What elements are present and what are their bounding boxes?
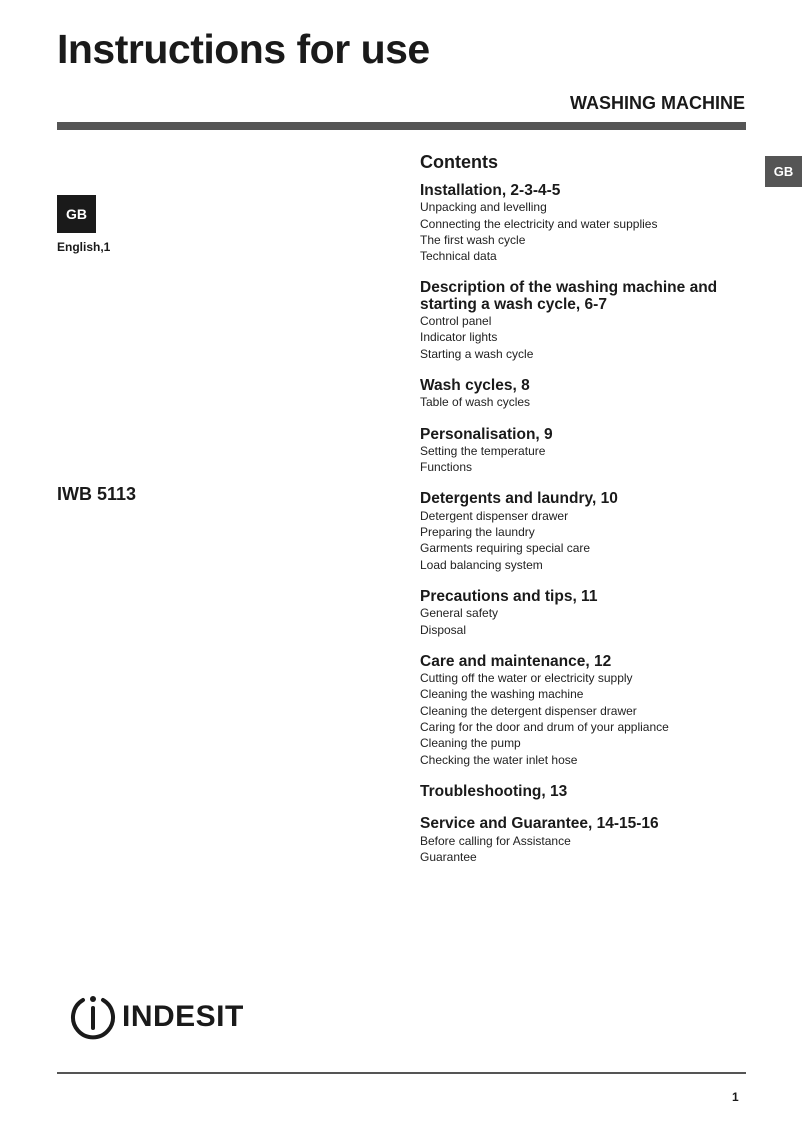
section-heading: Wash cycles, 8 <box>420 376 530 394</box>
contents-section <box>420 491 760 572</box>
section-heading: Personalisation, 9 <box>420 425 553 443</box>
indesit-logo <box>70 992 244 1042</box>
section-item: Disposal <box>420 622 467 637</box>
section-item: Indicator lights <box>420 330 498 345</box>
section-item: Table of wash cycles <box>420 395 531 410</box>
contents-section <box>420 427 760 476</box>
model-number: IWB 5113 <box>57 484 137 504</box>
section-item: Load balancing system <box>420 557 543 572</box>
section-item: Cleaning the pump <box>420 736 521 751</box>
language-side-tab: GB <box>765 156 802 187</box>
section-item: Caring for the door and drum of your appliance <box>420 720 669 735</box>
section-item: Technical data <box>420 249 497 264</box>
contents-section <box>420 183 760 264</box>
footer-divider <box>57 1072 746 1074</box>
language-label: English,1 <box>57 240 111 254</box>
section-item: Starting a wash cycle <box>420 346 534 361</box>
section-item: Preparing the laundry <box>420 525 535 540</box>
contents-title: Contents <box>420 152 498 172</box>
contents-section <box>420 784 760 800</box>
section-heading: Care and maintenance, 12 <box>420 652 612 670</box>
section-heading: Troubleshooting, 13 <box>420 782 568 800</box>
document-subtitle: WASHING MACHINE <box>570 93 745 113</box>
contents-section <box>420 378 760 411</box>
section-item: Garments requiring special care <box>420 541 591 556</box>
document-title: Instructions for use <box>57 26 430 72</box>
language-code-box: GB <box>57 195 96 233</box>
section-item: Cutting off the water or electricity supply <box>420 671 633 686</box>
section-item: General safety <box>420 606 499 621</box>
section-heading: Detergents and laundry, 10 <box>420 490 618 508</box>
page-number: 1 <box>732 1090 739 1104</box>
section-item: Detergent dispenser drawer <box>420 508 569 523</box>
section-item: Control panel <box>420 314 492 329</box>
section-item: Connecting the electricity and water supplies <box>420 216 658 231</box>
section-item: Unpacking and levelling <box>420 200 547 215</box>
contents-section <box>420 589 760 638</box>
section-item: Before calling for Assistance <box>420 833 571 848</box>
section-heading: Precautions and tips, 11 <box>420 587 598 605</box>
contents-section <box>420 816 760 865</box>
indesit-logo-icon <box>70 992 116 1042</box>
section-item: Setting the temperature <box>420 443 546 458</box>
table-of-contents <box>420 151 760 881</box>
contents-section <box>420 280 760 361</box>
contents-section <box>420 654 760 768</box>
section-heading: Installation, 2-3-4-5 <box>420 182 561 199</box>
brand-name: INDESIT <box>122 1000 244 1033</box>
section-item: Functions <box>420 460 473 475</box>
header-divider <box>57 122 746 130</box>
section-item: Cleaning the washing machine <box>420 687 584 702</box>
section-heading: Description of the washing machine and starting a wash cycle, 6-7 <box>420 279 718 313</box>
section-item: Cleaning the detergent dispenser drawer <box>420 703 637 718</box>
section-heading: Service and Guarantee, 14-15-16 <box>420 815 659 833</box>
section-item: The first wash cycle <box>420 232 526 247</box>
section-item: Checking the water inlet hose <box>420 752 578 767</box>
section-item: Guarantee <box>420 849 477 864</box>
